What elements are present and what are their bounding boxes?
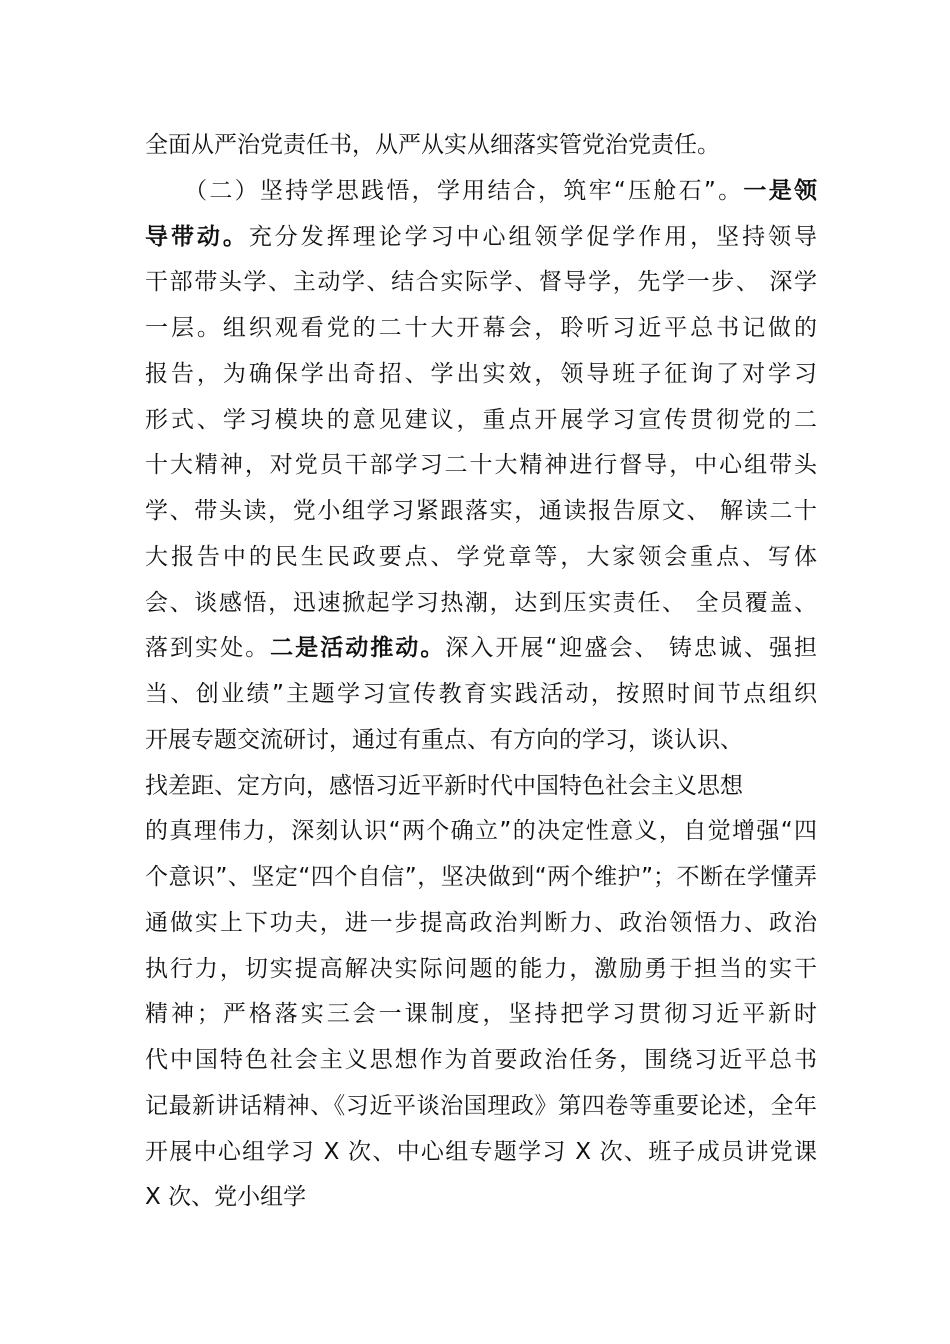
text-line	[145, 994, 817, 1040]
text-segment: 干部带头学、主动学、结合实际学、督导学，先学一步、 深学	[145, 269, 817, 296]
text-line	[145, 537, 817, 583]
text-line	[145, 720, 817, 766]
text-segment: 的真理伟力，深刻认识“两个确立”的决定性意义，自觉增强“四	[145, 818, 817, 845]
text-segment: 执行力，切实提高解决实际问题的能力，激励勇于担当的实干	[145, 955, 817, 982]
text-line	[145, 949, 817, 995]
text-segment: 个意识”、坚定“四个自信”，坚决做到“两个维护”；不断在学懂弄	[145, 864, 817, 890]
bold-lead-phrase: 一是领	[743, 177, 817, 204]
text-line	[145, 903, 817, 949]
text-segment: 精神；严格落实三会一课制度，坚持把学习贯彻习近平新时	[145, 1001, 817, 1028]
text-line	[145, 583, 817, 629]
text-line	[145, 354, 817, 400]
text-segment: 落到实处。	[145, 635, 271, 662]
text-line	[145, 125, 817, 171]
text-line	[145, 628, 817, 674]
text-line	[145, 445, 817, 491]
bold-lead-phrase: 导带动。	[145, 223, 249, 250]
text-line	[145, 1177, 817, 1223]
text-segment: 开展专题交流研讨，通过有重点、有方向的学习，谈认识、	[145, 726, 743, 753]
text-segment: 找差距、定方向，感悟习近平新时代中国特色社会主义思想	[145, 772, 743, 799]
document-body	[145, 125, 817, 1223]
text-line	[145, 1040, 817, 1086]
text-segment: 当、创业绩”主题学习宣传教育实践活动，按照时间节点组织	[145, 681, 817, 707]
text-segment: 充分发挥理论学习中心组领学促学作用，坚持领导	[248, 223, 818, 250]
text-segment: （二）坚持学思践悟，学用结合，筑牢“压舱石”。	[145, 177, 744, 204]
text-segment: 深入开展“迎盛会、 铸忠诚、强担	[445, 635, 818, 662]
text-line	[145, 262, 817, 308]
text-line	[145, 217, 817, 263]
bold-lead-phrase: 二是活动推动。	[270, 635, 446, 662]
text-segment: 形式、学习模块的意见建议，重点开展学习宣传贯彻党的二	[145, 406, 817, 433]
text-segment: X 次、党小组学	[145, 1184, 307, 1211]
text-segment: 学、带头读，党小组学习紧跟落实，通读报告原文、 解读二十	[145, 498, 817, 524]
text-line	[145, 674, 817, 720]
text-line	[145, 491, 817, 537]
text-line	[145, 400, 817, 446]
text-line	[145, 1086, 817, 1132]
text-segment: 十大精神，对党员干部学习二十大精神进行督导，中心组带头	[145, 452, 817, 479]
text-line	[145, 1132, 817, 1178]
text-segment: 全面从严治党责任书，从严从实从细落实管党治党责任。	[145, 132, 720, 158]
text-line	[145, 171, 817, 217]
text-segment: 会、谈感悟，迅速掀起学习热潮，达到压实责任、 全员覆盖、	[145, 589, 817, 616]
text-segment: 代中国特色社会主义思想作为首要政治任务，围绕习近平总书	[145, 1047, 817, 1073]
text-segment: 通做实上下功夫，进一步提高政治判断力、政治领悟力、政治	[145, 909, 817, 936]
text-line	[145, 857, 817, 903]
text-line	[145, 766, 817, 812]
text-line	[145, 811, 817, 857]
text-line	[145, 308, 817, 354]
text-segment: 开展中心组学习 X 次、中心组专题学习 X 次、班子成员讲党课	[145, 1138, 817, 1165]
text-segment: 大报告中的民生民政要点、学党章等，大家领会重点、写体	[145, 543, 817, 570]
text-segment: 报告，为确保学出奇招、学出实效，领导班子征询了对学习	[145, 360, 817, 387]
text-segment: 一层。组织观看党的二十大开幕会，聆听习近平总书记做的	[145, 315, 817, 341]
text-segment: 记最新讲话精神、《习近平谈治国理政》第四卷等重要论述，全年	[145, 1092, 817, 1119]
